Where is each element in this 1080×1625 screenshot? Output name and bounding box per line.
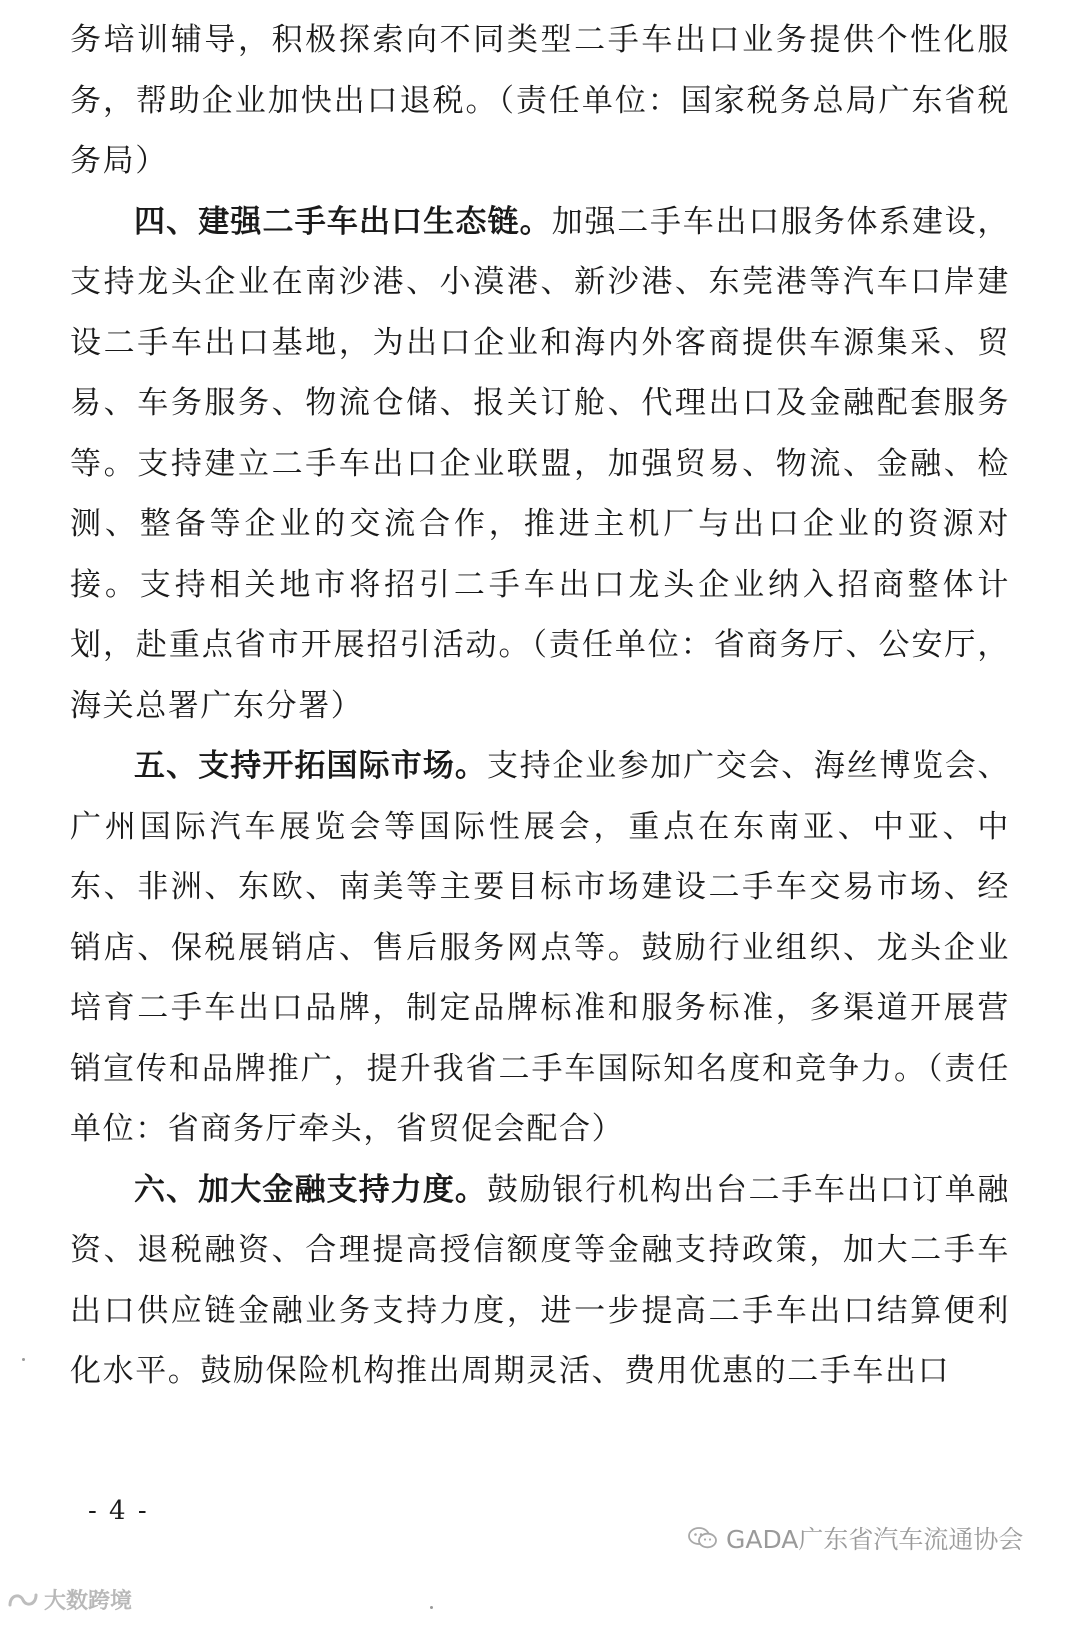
wechat-watermark bbox=[688, 1520, 1023, 1556]
logo-label: 大数跨境 bbox=[44, 1589, 133, 1614]
section-heading: 四、建强二手车出口生态链。 bbox=[134, 203, 552, 240]
section-heading: 六、加大金融支持力度。 bbox=[134, 1171, 488, 1208]
section-heading: 五、支持开拓国际市场。 bbox=[134, 748, 488, 784]
wechat-account-name: GADA广东省汽车流通协会 bbox=[726, 1525, 1024, 1554]
wechat-icon bbox=[688, 1526, 718, 1550]
paragraph-continued bbox=[70, 10, 1010, 192]
section-text: 加强二手车出口服务体系建设，支持龙头企业在南沙港、小漠港、新沙港、东莞港等汽车口岸建设二手车出口基地，为出口企业和海内外客商提供车源集采、贸易、车务服务、物流仓储、报关订舱、代理出口及金融配套服务等。支持建立二手车出口企业联盟，加强贸易、物流、金融、检测、整备等企业的交流合作，推进主机厂与出口企业的资源对接。支持相关地市将招引二手车出口龙头企业纳入招商整体计划，赴重点省市开展招引活动。（责任单位：省商务厅、公安厅，海关总署广东分署） bbox=[70, 203, 1010, 724]
section-text: 支持企业参加广交会、海丝博览会、广州国际汽车展览会等国际性展会，重点在东南亚、中亚、中东、非洲、东欧、南美等主要目标市场建设二手车交易市场、经销店、保税展销店、售后服务网点等。鼓励行业组织、龙头企业培育二手车出口品牌，制定品牌标准和服务标准，多渠道开展营销宣传和品牌推广，提升我省二手车国际知名度和竞争力。（责任单位：省商务厅牵头，省贸促会配合） bbox=[70, 748, 1010, 1147]
section-five bbox=[70, 736, 1010, 1160]
section-six bbox=[70, 1160, 1010, 1402]
page-number: - 4 - bbox=[88, 1496, 149, 1526]
section-four bbox=[70, 192, 1010, 737]
section-text: 鼓励银行机构出台二手车出口订单融资、退税融资、合理提高授信额度等金融支持政策，加大二手车出口供应链金融业务支持力度，进一步提高二手车出口结算便利化水平。鼓励保险机构推出周期灵活、费用优惠的二手车出口 bbox=[70, 1171, 1010, 1389]
logo-watermark bbox=[6, 1584, 132, 1615]
document-body bbox=[70, 10, 1010, 1402]
logo-icon bbox=[6, 1589, 40, 1611]
scan-speck bbox=[22, 1358, 25, 1361]
scan-speck bbox=[430, 1606, 433, 1609]
paragraph-text: 务培训辅导，积极探索向不同类型二手车出口业务提供个性化服务，帮助企业加快出口退税。（责任单位：国家税务总局广东省税务局） bbox=[70, 22, 1010, 179]
